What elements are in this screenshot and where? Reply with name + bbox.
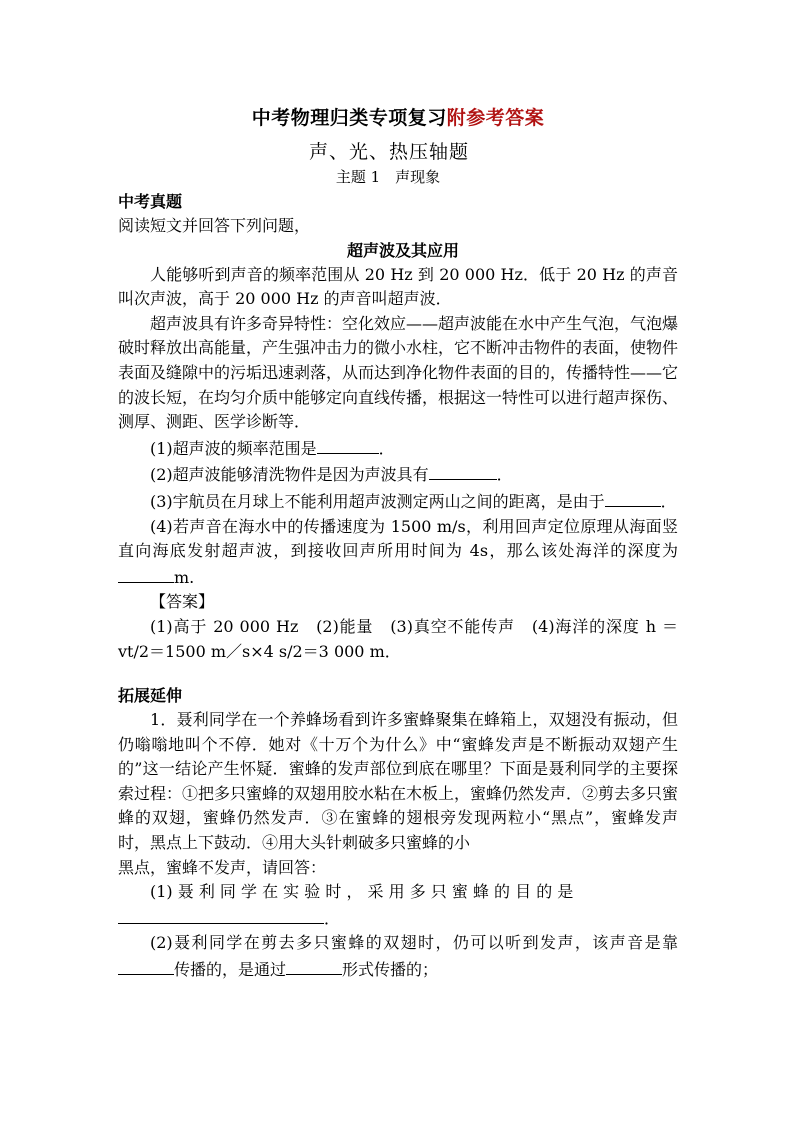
extension-question-1 <box>118 880 678 905</box>
answer-blank-2[interactable] <box>429 461 497 480</box>
question-4-end: m. <box>174 567 195 587</box>
title-main: 中考物理归类专项复习 <box>251 107 447 129</box>
extension-question-2 <box>118 931 678 982</box>
extension-question-2-mid: 传播的，是通过 <box>174 960 287 980</box>
question-3 <box>118 488 678 515</box>
answer-blank-ext-1[interactable] <box>118 905 324 924</box>
answer-blank-1[interactable] <box>317 435 379 454</box>
answer-blank-4[interactable] <box>118 564 174 583</box>
article-paragraph-2: 超声波具有许多奇异特性：空化效应——超声波能在水中产生气泡，气泡爆破时释放出高能量，产生强冲击力的微小水柱，它不断冲击物件的表面，使物件表面及缝隙中的污垢迅速剥落，从而达到净化物件表面的目的，传播特性——它的波长短，在均匀介质中能够定向直线传播，根据这一特性可以进行超声探伤、测厚、测距、医学诊断等． <box>118 313 679 432</box>
extension-question-2-text: (2)聂利同学在剪去多只蜜蜂的双翅时，仍可以听到发声，该声音是靠 <box>150 933 678 953</box>
article-title: 超声波及其应用 <box>346 240 459 260</box>
extension-paragraph-1-continued: 黑点，蜜蜂不发声，请回答： <box>118 857 327 877</box>
document-title <box>118 104 678 132</box>
title-answer-note: 附参考答案 <box>446 107 545 129</box>
question-4-text: (4)若声音在海水中的传播速度为 1500 m/s，利用回声定位原理从海面竖直向海底发射超声波，到接收回声所用时间为 4s，那么该处海洋的深度为 <box>118 516 678 561</box>
section-heading-exam: 中考真题 <box>118 192 183 211</box>
question-2-text: (2)超声波能够清洗物件是因为声波具有 <box>150 465 429 485</box>
answer-blank-ext-2a[interactable] <box>118 956 174 975</box>
answer-blank-3[interactable] <box>605 488 661 507</box>
extension-question-1-text: (1) 聂 利 同 学 在 实 验 时 ， 采 用 多 只 蜜 蜂 的 目 的 是 <box>150 882 574 902</box>
extension-question-1-answer-line <box>118 905 678 932</box>
extension-question-1-end: ． <box>324 908 341 928</box>
spacer <box>118 664 678 682</box>
question-1-end: ． <box>378 438 395 458</box>
question-2 <box>118 461 678 488</box>
section-heading-extension: 拓展延伸 <box>118 686 183 706</box>
question-3-end: ． <box>660 491 677 511</box>
answer-blank-ext-2b[interactable] <box>286 956 342 975</box>
topic-heading: 主题 1 声现象 <box>335 168 441 186</box>
answer-text: (1)高于 20 000 Hz (2)能量 (3)真空不能传声 (4)海洋的深度 h ＝vt/2＝1500 m／s×4 s/2＝3 000 m． <box>118 616 678 661</box>
document-page <box>118 100 678 983</box>
question-3-text: (3)宇航员在月球上不能利用超声波测定两山之间的距离，是由于 <box>150 491 605 511</box>
answer-label: 【答案】 <box>150 592 215 612</box>
extension-question-2-end: 形式传播的； <box>342 960 439 980</box>
question-1-text: (1)超声波的频率范围是 <box>150 438 317 458</box>
article-paragraph-1: 人能够听到声音的频率范围从 20 Hz 到 20 000 Hz．低于 20 Hz 的声音叫次声波，高于 20 000 Hz 的声音叫超声波． <box>118 264 678 309</box>
question-2-end: ． <box>496 465 513 485</box>
document-subtitle: 声、光、热压轴题 <box>308 141 469 163</box>
question-1 <box>118 435 678 462</box>
reading-instruction: 阅读短文并回答下列问题， <box>118 216 311 235</box>
extension-paragraph-1: 1．聂利同学在一个养蜂场看到许多蜜蜂聚集在蜂箱上，双翅没有振动，但仍嗡嗡地叫个不停．她对《十万个为什么》中“蜜蜂发声是不断振动双翅产生的”这一结论产生怀疑．蜜蜂的发声部位到底在哪里？下面是聂利同学的主要探索过程：①把多只蜜蜂的双翅用胶水粘在木板上，蜜蜂仍然发声．②剪去多只蜜蜂的双翅，蜜蜂仍然发声．③在蜜蜂的翅根旁发现两粒小“黑点”，蜜蜂发声时，黑点上下鼓动．④用大头针刺破多只蜜蜂的小 <box>118 710 679 853</box>
question-4 <box>118 515 678 591</box>
